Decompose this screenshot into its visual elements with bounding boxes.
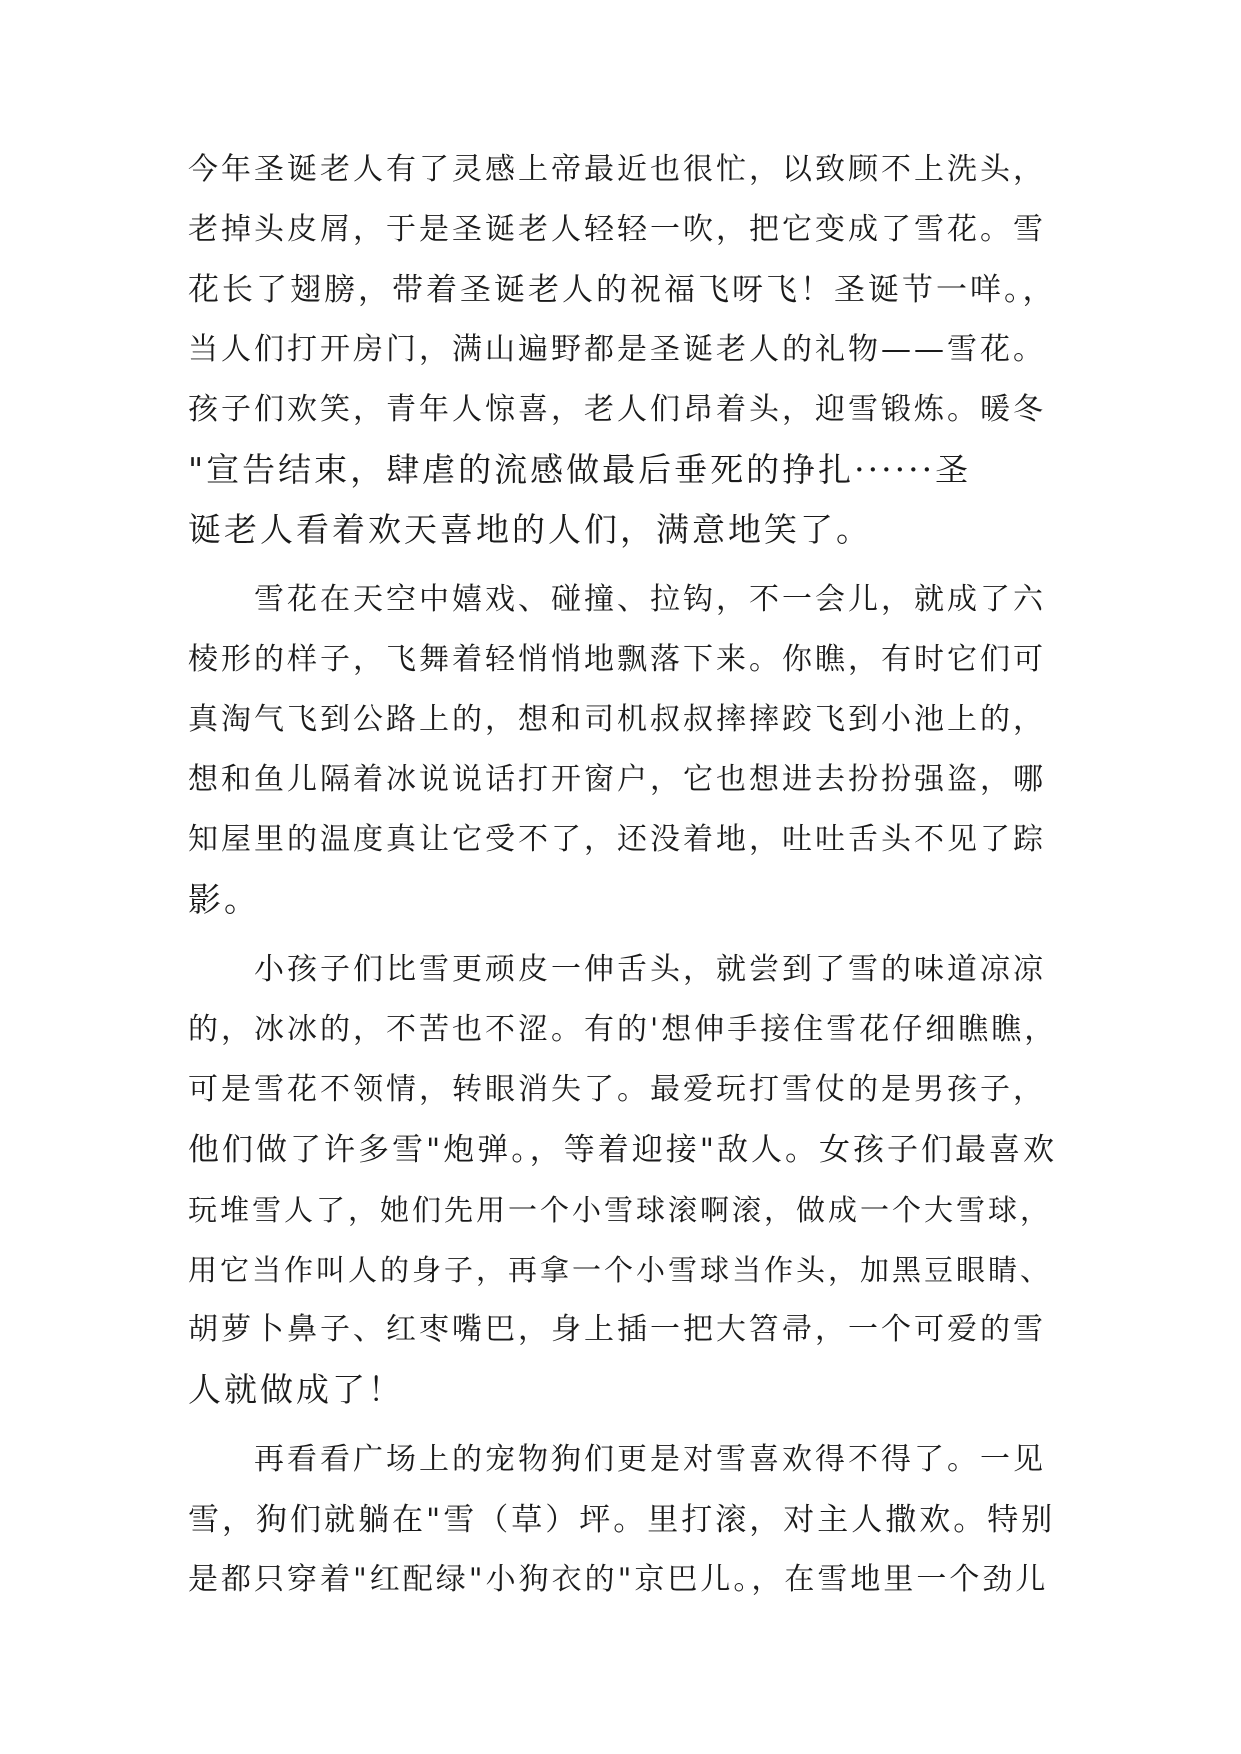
text-line: 的，冰冰的，不苦也不涩。有的'想伸手接住雪花仔细瞧瞧， [188, 1012, 1058, 1047]
text-line: "宣告结束，肆虐的流感做最后垂死的挣扎······圣 [188, 450, 972, 489]
text-line: 今年圣诞老人有了灵感上帝最近也很忙，以致顾不上洗头， [188, 152, 1046, 187]
text-line: 雪花在天空中嬉戏、碰撞、拉钩，不一会儿，就成了六 [254, 582, 1046, 617]
paragraph-1 [188, 140, 1068, 560]
text-line: 当人们打开房门，满山遍野都是圣诞老人的礼物——雪花。 [188, 332, 1046, 367]
text-line: 再看看广场上的宠物狗们更是对雪喜欢得不得了。一见 [254, 1442, 1046, 1477]
text-line: 想和鱼儿隔着冰说说话打开窗户，它也想进去扮扮强盗，哪 [188, 762, 1046, 797]
text-line: 小孩子们比雪更顽皮一伸舌头，就尝到了雪的味道凉凉 [254, 952, 1046, 987]
text-line: 孩子们欢笑，青年人惊喜，老人们昂着头，迎雪锻炼。暖冬 [188, 392, 1046, 427]
text-line: 可是雪花不领情，转眼消失了。最爱玩打雪仗的是男孩子， [188, 1072, 1046, 1107]
text-line: 知屋里的温度真让它受不了，还没着地，吐吐舌头不见了踪 [188, 822, 1046, 857]
text-line: 玩堆雪人了，她们先用一个小雪球滚啊滚，做成一个大雪球， [188, 1193, 1053, 1227]
paragraph-2 [188, 570, 1068, 930]
text-line: 影。 [188, 880, 260, 919]
paragraph-4 [188, 1430, 1068, 1610]
document-page [188, 140, 1068, 1610]
text-line: 诞老人看着欢天喜地的人们，满意地笑了。 [188, 510, 872, 549]
text-line: 老掉头皮屑，于是圣诞老人轻轻一吹，把它变成了雪花。雪 [188, 212, 1046, 247]
text-line: 胡萝卜鼻子、红枣嘴巴，身上插一把大笤帚，一个可爱的雪 [188, 1312, 1046, 1347]
text-line: 雪，狗们就躺在"雪（草）坪。里打滚，对主人撒欢。特别 [188, 1502, 1056, 1538]
text-line: 是都只穿着"红配绿"小狗衣的"京巴儿。，在雪地里一个劲儿 [188, 1562, 1049, 1597]
text-line: 花长了翅膀，带着圣诞老人的祝福飞呀飞！圣诞节一咩。， [188, 272, 1057, 308]
text-line: 他们做了许多雪"炮弹。，等着迎接"敌人。女孩子们最喜欢 [188, 1132, 1058, 1168]
text-line: 用它当作叫人的身子，再拿一个小雪球当作头，加黑豆眼睛、 [188, 1253, 1053, 1287]
paragraph-3 [188, 940, 1068, 1420]
text-line: 棱形的样子，飞舞着轻悄悄地飘落下来。你瞧，有时它们可 [188, 642, 1046, 677]
text-line: 人就做成了！ [188, 1370, 404, 1409]
text-line: 真淘气飞到公路上的，想和司机叔叔摔摔跤飞到小池上的， [188, 702, 1046, 737]
